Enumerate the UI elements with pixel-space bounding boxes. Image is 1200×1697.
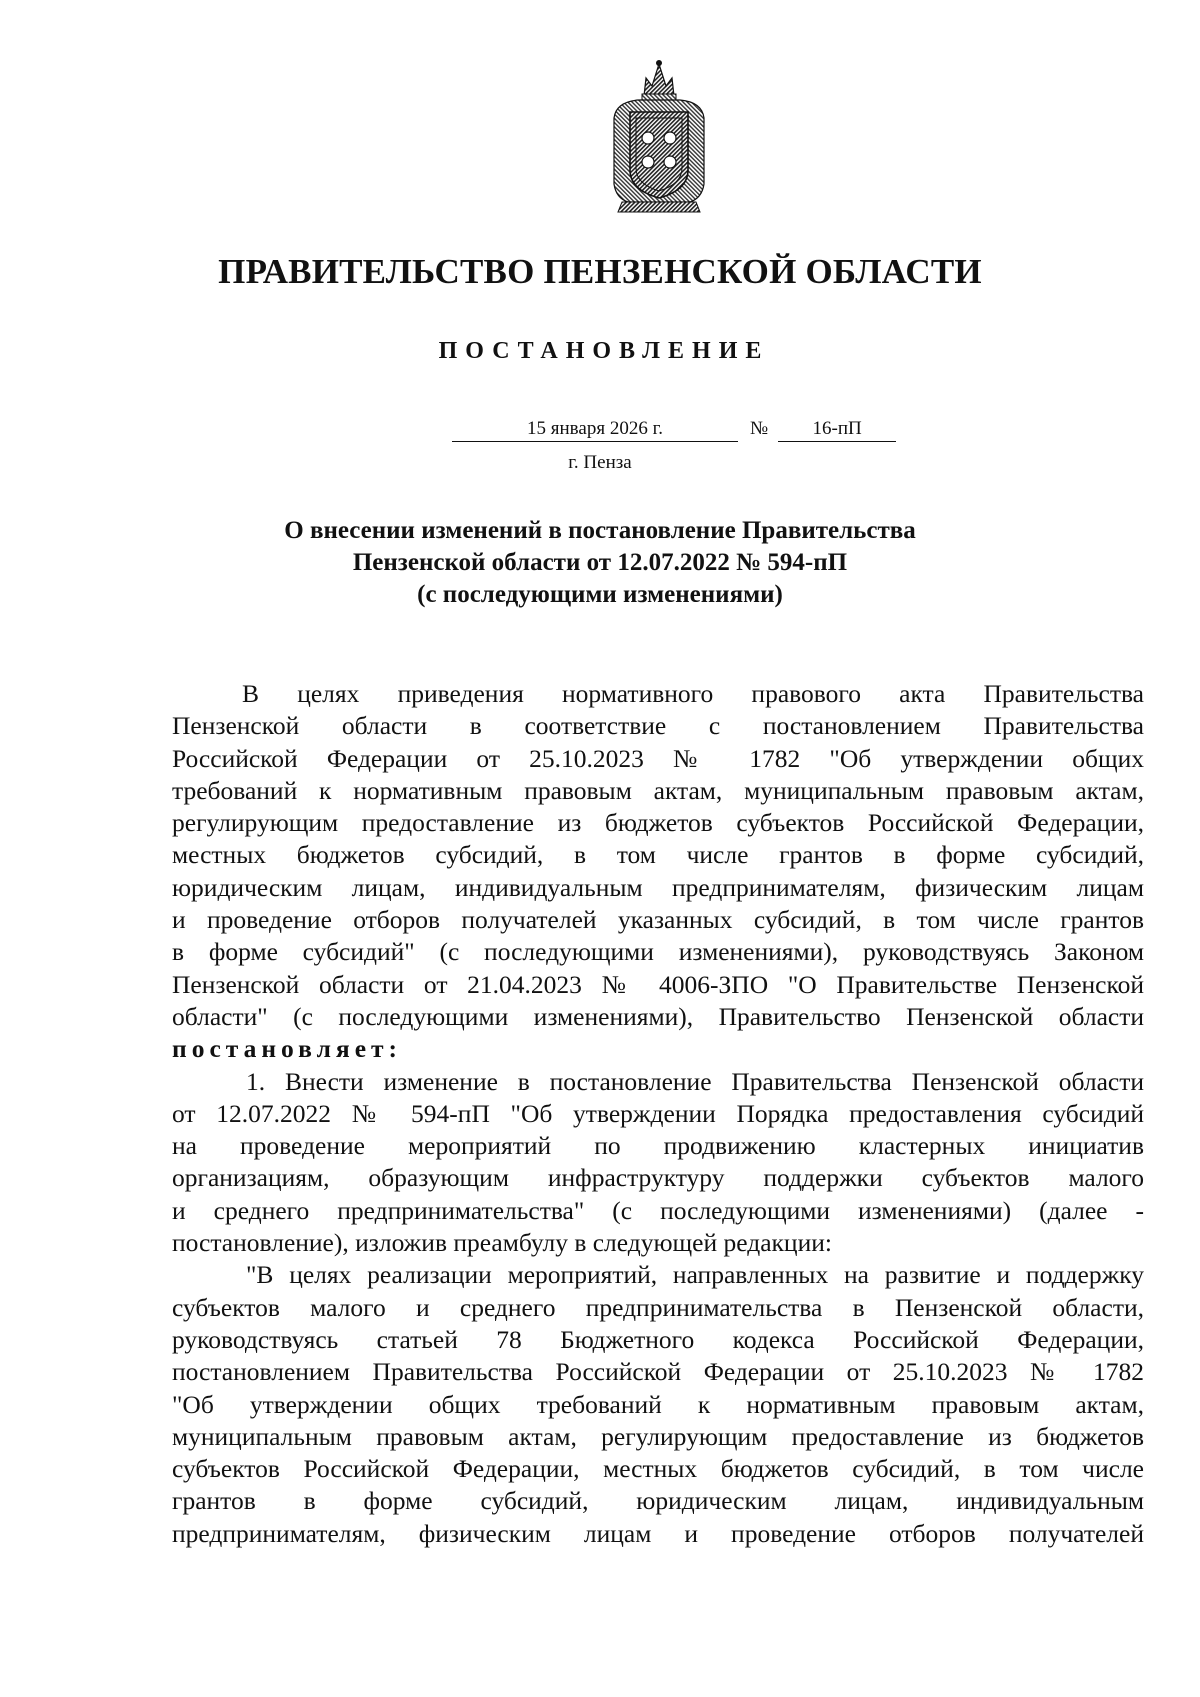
body-line: Российской Федерации от 25.10.2023 № 1782 "Об утверждении общих <box>172 743 1144 773</box>
document-date: 15 января 2026 г. <box>452 418 738 442</box>
body-line: В целях приведения нормативного правового акта Правительства <box>242 679 1144 708</box>
document-type: ПОСТАНОВЛЕНИЕ <box>438 338 770 364</box>
document-number: 16-пП <box>778 418 896 442</box>
number-sign: № <box>750 418 769 439</box>
body-line: предпринимателям, физическим лицам и проведение отборов получателей <box>172 1518 1144 1548</box>
body-line: требований к нормативным правовым актам, муниципальным правовым актам, <box>172 775 1144 805</box>
document-body <box>172 678 1144 1550</box>
document-subject <box>0 515 1200 611</box>
body-line: юридическим лицам, индивидуальным предпринимателям, физическим лицам <box>172 872 1144 902</box>
subject-line: Пензенской области от 12.07.2022 № 594-пП <box>352 549 848 576</box>
body-line: на проведение мероприятий по продвижению кластерных инициатив <box>172 1131 1144 1161</box>
body-line: и среднего предпринимательства" (с последующими изменениями) (далее - <box>172 1195 1144 1225</box>
body-line: "В целях реализации мероприятий, направленных на развитие и поддержку <box>246 1260 1144 1290</box>
resolves-keyword: постановляет: <box>172 1034 403 1064</box>
body-line: Пензенской области в соответствие с постановлением Правительства <box>172 711 1144 741</box>
body-line: от 12.07.2022 № 594-пП "Об утверждении Порядка предоставления субсидий <box>172 1098 1144 1128</box>
body-line: муниципальным правовым актам, регулирующим предоставление из бюджетов <box>172 1421 1144 1451</box>
city: г. Пенза <box>568 452 632 473</box>
body-line: области" (с последующими изменениями), Правительство Пензенской области <box>172 1001 1144 1031</box>
body-line: "Об утверждении общих требований к нормативным правовым актам, <box>172 1389 1144 1419</box>
body-line: и проведение отборов получателей указанных субсидий, в том числе грантов <box>172 905 1144 935</box>
subject-line: О внесении изменений в постановление Правительства <box>284 517 916 544</box>
body-line: постановлением Правительства Российской Федерации от 25.10.2023 № 1782 <box>172 1357 1144 1387</box>
coat-of-arms-emblem-icon <box>604 58 714 216</box>
body-line: грантов в форме субсидий, юридическим лицам, индивидуальным <box>172 1486 1144 1516</box>
date-number-row <box>452 410 896 442</box>
body-line: субъектов малого и среднего предпринимательства в Пензенской области, <box>172 1292 1144 1322</box>
body-line: постановление), изложив преамбулу в следующей редакции: <box>172 1228 832 1258</box>
body-line: Пензенской области от 21.04.2023 № 4006-ЗПО "О Правительстве Пензенской <box>172 969 1144 999</box>
body-line: регулирующим предоставление из бюджетов субъектов Российской Федерации, <box>172 808 1144 838</box>
body-line: субъектов Российской Федерации, местных бюджетов субсидий, в том числе <box>172 1454 1144 1484</box>
body-line: руководствуясь статьей 78 Бюджетного кодекса Российской Федерации, <box>172 1324 1144 1354</box>
body-line: 1. Внести изменение в постановление Правительства Пензенской области <box>246 1066 1144 1096</box>
body-line: местных бюджетов субсидий, в том числе грантов в форме субсидий, <box>172 840 1144 870</box>
subject-line: (с последующими изменениями) <box>417 581 783 608</box>
body-line: в форме субсидий" (с последующими изменениями), руководствуясь Законом <box>172 937 1144 967</box>
government-title: ПРАВИТЕЛЬСТВО ПЕНЗЕНСКОЙ ОБЛАСТИ <box>218 252 982 291</box>
body-line: организациям, образующим инфраструктуру поддержки субъектов малого <box>172 1163 1144 1193</box>
